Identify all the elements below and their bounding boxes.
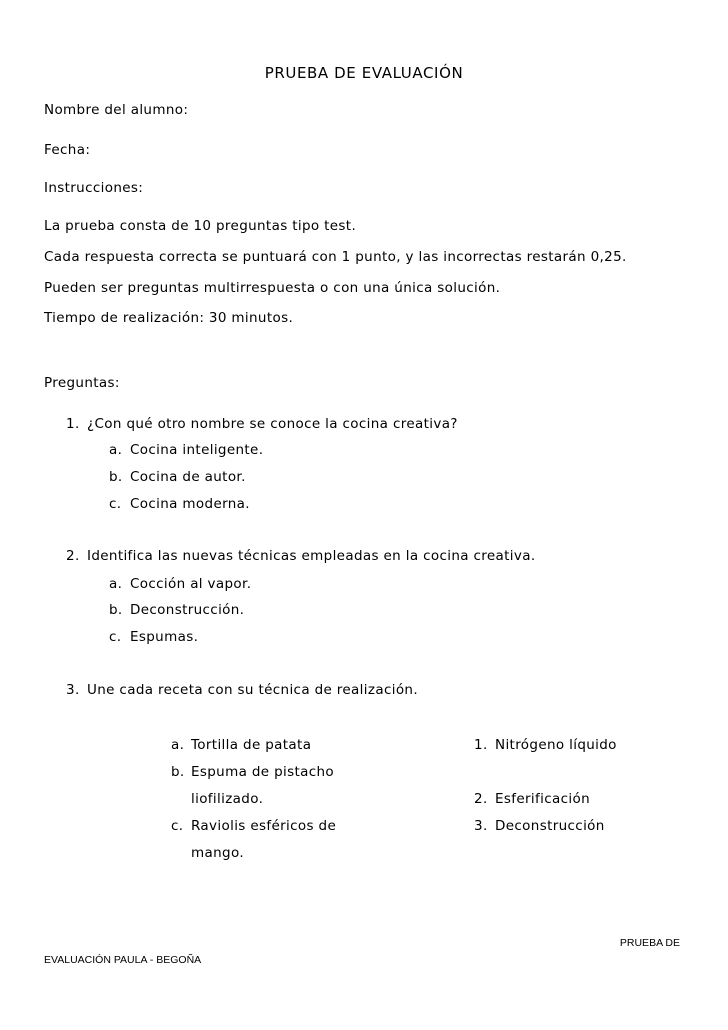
questions-label: Preguntas: (44, 375, 120, 391)
recipe-letter: a. (171, 737, 185, 753)
option-text: Cocina de autor. (130, 469, 246, 485)
option-letter: c. (109, 496, 122, 512)
question-number: 1. (66, 416, 80, 432)
technique-text: Esferificación (495, 791, 591, 807)
recipe-letter: b. (171, 764, 185, 780)
technique-text: Nitrógeno líquido (495, 737, 617, 753)
question-text: ¿Con qué otro nombre se conoce la cocina creativa? (87, 416, 458, 432)
option-letter: a. (109, 576, 123, 592)
option-text: Cocina inteligente. (130, 442, 264, 458)
option-text: Cocina moderna. (130, 496, 250, 512)
question-number: 3. (66, 682, 80, 698)
instruction-line: Cada respuesta correcta se puntuará con 1 punto, y las incorrectas restarán 0,25. (44, 249, 627, 265)
instructions-label: Instrucciones: (44, 180, 144, 196)
student-name-label: Nombre del alumno: (44, 102, 189, 118)
question-text: Identifica las nuevas técnicas empleadas en la cocina creativa. (87, 548, 536, 564)
technique-text: Deconstrucción (495, 818, 605, 834)
page-title: PRUEBA DE EVALUACIÓN (264, 64, 464, 82)
option-letter: b. (109, 469, 123, 485)
recipe-text-continued: liofilizado. (191, 791, 264, 807)
recipe-text: Tortilla de patata (191, 737, 312, 753)
instruction-line: Pueden ser preguntas multirrespuesta o con una única solución. (44, 280, 501, 296)
option-letter: c. (109, 629, 122, 645)
instruction-line: La prueba consta de 10 preguntas tipo test. (44, 218, 357, 234)
option-text: Deconstrucción. (130, 602, 245, 618)
recipe-text-continued: mango. (191, 845, 244, 861)
technique-number: 1. (474, 737, 488, 753)
option-letter: a. (109, 442, 123, 458)
instruction-line: Tiempo de realización: 30 minutos. (44, 310, 294, 326)
footer-text-right: PRUEBA DE (619, 937, 680, 949)
option-text: Espumas. (130, 629, 199, 645)
technique-number: 3. (474, 818, 488, 834)
option-letter: b. (109, 602, 123, 618)
technique-number: 2. (474, 791, 488, 807)
recipe-text: Espuma de pistacho (191, 764, 335, 780)
recipe-text: Raviolis esféricos de (191, 818, 337, 834)
question-text: Une cada receta con su técnica de realización. (87, 682, 418, 698)
question-number: 2. (66, 548, 80, 564)
option-text: Cocción al vapor. (130, 576, 252, 592)
footer-text-left: EVALUACIÓN PAULA - BEGOÑA (44, 954, 202, 966)
recipe-letter: c. (171, 818, 184, 834)
date-label: Fecha: (44, 142, 91, 158)
